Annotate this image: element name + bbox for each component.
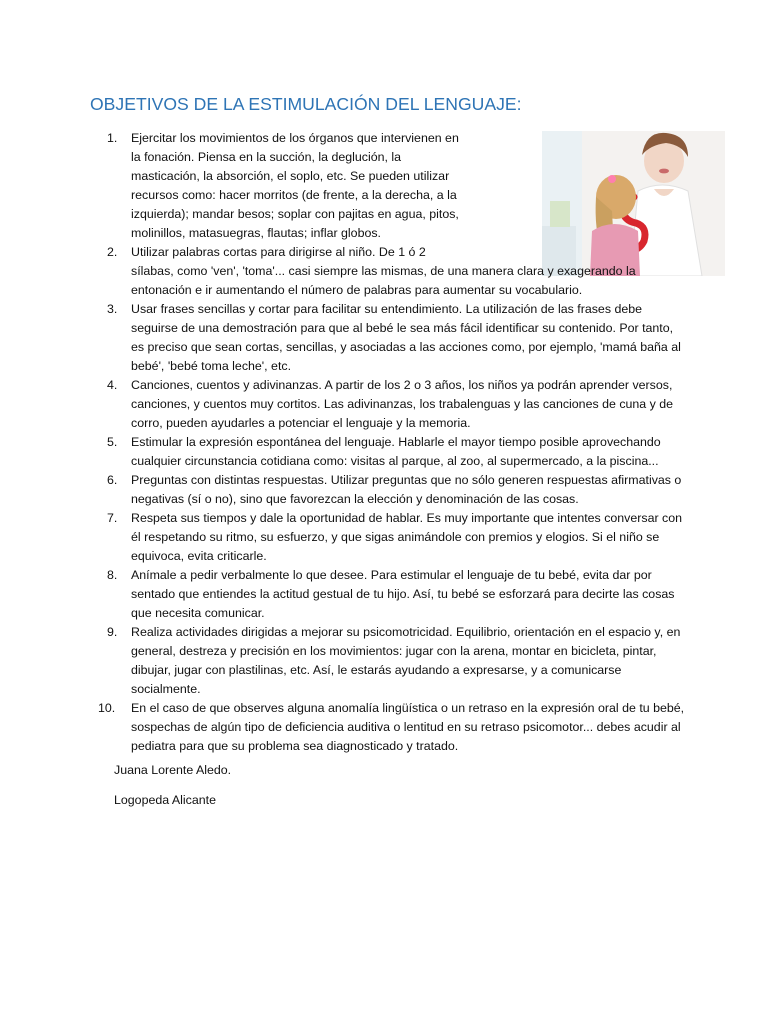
list-item-number: 3. [107,302,118,316]
list-item-text: Realiza actividades dirigidas a mejorar su psicomotricidad. Equilibrio, orientación en el espacio y, en general, destreza y precisión en los movimientos: jugar con la arena, montar en bicicleta, pintar, dibujar, jugar con plastilinas, etc. Así, le estarás ayudando a expresarse, y a comunicarse socialmente. [131,625,681,696]
list-item-number: 1. [107,131,118,145]
list-item [96,129,686,243]
list-item-number: 5. [107,435,118,449]
list-item [96,566,686,623]
list-item [96,433,686,471]
list-item [96,471,686,509]
list-item-number: 9. [107,625,118,639]
list-item [96,699,686,756]
list-item [96,623,686,699]
list-item-text: Canciones, cuentos y adivinanzas. A partir de los 2 o 3 años, los niños ya podrán aprender versos, canciones, y cuentos muy cortitos. Las adivinanzas, los trabalenguas y las canciones de cuna y de corro, pueden ayudarles a potenciar el lenguaje y la memoria. [131,378,674,430]
list-item [96,243,686,300]
list-item-text: Usar frases sencillas y cortar para facilitar su entendimiento. La utilización de las frases debe seguirse de una demostración para que al bebé le sea más fácil identificar su contenido. Por tanto, es preciso que sean cortas, sencillas, y asociadas a las acciones como, por ejemplo, 'mamá baña al bebé', 'bebé toma leche', etc. [131,302,681,373]
list-item-number: 6. [107,473,118,487]
signature-name: Juana Lorente Aledo. [114,763,232,777]
list-item-text: Ejercitar los movimientos de los órganos que intervienen en la fonación. Piensa en la succión, la deglución, la masticación, la absorción, el soplo, etc. Se pueden utilizar recursos como: hacer morritos (de frente, a la derecha, a la izquierda); mandar besos; soplar con pajitas en agua, pitos, molinillos, matasuegras, flautas; inflar globos. [131,131,459,240]
list-item-number: 7. [107,511,118,525]
list-item-text: Estimular la expresión espontánea del lenguaje. Hablarle el mayor tiempo posible aprovechando cualquier circunstancia cotidiana como: visitas al parque, al zoo, al supermercado, a la piscina... [131,435,661,468]
list-item-text: Utilizar palabras cortas para dirigirse al niño. De 1 ó 2 sílabas, como 'ven', 'toma'... casi siempre las mismas, de una manera clara y exagerando la entonación e ir aumentando el número de palabras para aumentar su vocabulario. [131,245,636,297]
document-title: OBJETIVOS DE LA ESTIMULACIÓN DEL LENGUAJE: [90,94,522,114]
list-item-number: 10. [98,701,116,715]
objectives-list [96,129,686,756]
list-item-number: 8. [107,568,118,582]
list-item-number: 4. [107,378,118,392]
signature-role: Logopeda Alicante [114,793,216,807]
list-item-text: Respeta sus tiempos y dale la oportunidad de hablar. Es muy importante que intentes conversar con él respetando su ritmo, su esfuerzo, y que sigas animándole con premios y elogios. Si el niño se equivoca, evita criticarle. [131,511,683,563]
list-item-text: Anímale a pedir verbalmente lo que desee. Para estimular el lenguaje de tu bebé, evita dar por sentado que entiendes la actitud gestual de tu hijo. Así, tu bebé se esforzará para decirte las cosas que necesita comunicar. [131,568,675,620]
list-item [96,300,686,376]
list-item-text: Preguntas con distintas respuestas. Utilizar preguntas que no sólo generen respuestas afirmativas o negativas (sí o no), sino que favorezcan la elección y denominación de las cosas. [131,473,682,506]
list-item-number: 2. [107,245,118,259]
list-item [96,376,686,433]
list-item [96,509,686,566]
list-item-text: En el caso de que observes alguna anomalía lingüística o un retraso en la expresión oral de tu bebé, sospechas de algún tipo de deficiencia auditiva o lentitud en su retraso psicomotor... debes acudir al pediatra para que su problema sea diagnosticado y tratado. [131,701,685,753]
